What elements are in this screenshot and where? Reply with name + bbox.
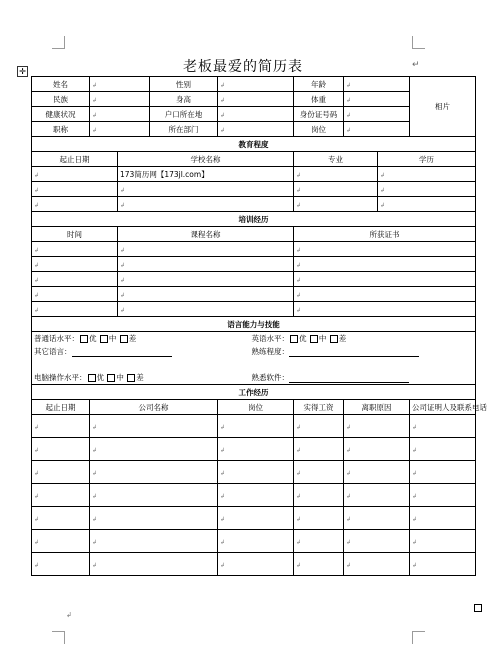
gender-field[interactable]: ↲: [218, 77, 294, 92]
label-name: 姓名: [32, 77, 90, 92]
id-number-field[interactable]: ↲: [344, 107, 410, 122]
label-age: 年龄: [294, 77, 344, 92]
checkbox-icon: [88, 374, 96, 382]
label-weight: 体重: [294, 92, 344, 107]
work-header-row: [32, 400, 476, 415]
training-row: ↲ ↲ ↲: [32, 257, 476, 272]
language-row-2: [32, 345, 476, 358]
edu-col-major: 专业: [294, 152, 378, 167]
hukou-field[interactable]: ↲: [218, 107, 294, 122]
label-id-number: 身份证号码: [294, 107, 344, 122]
training-col-certificate: 所获证书: [294, 227, 476, 242]
label-health: 健康状况: [32, 107, 90, 122]
basic-row-3: [32, 107, 476, 122]
english-level[interactable]: 英语水平： 优 中 差: [250, 332, 476, 346]
education-row: ↲ ↲ ↲ ↲: [32, 197, 476, 212]
checkbox-icon: [107, 374, 115, 382]
training-row: ↲ ↲ ↲: [32, 302, 476, 317]
name-field[interactable]: ↲: [90, 77, 150, 92]
education-heading: 教育程度: [32, 137, 476, 152]
checkbox-icon: [290, 335, 298, 343]
other-language[interactable]: 其它语言：: [32, 345, 250, 358]
checkbox-icon: [310, 335, 318, 343]
work-col-company: 公司名称: [90, 400, 218, 415]
work-row: ↲ ↲ ↲ ↲ ↲ ↲: [32, 461, 476, 484]
edu-col-school: 学校名称: [118, 152, 294, 167]
work-heading: 工作经历: [32, 385, 476, 400]
checkbox-icon: [80, 335, 88, 343]
resume-table: [31, 76, 487, 576]
education-row: ↲ ↲ ↲ ↲: [32, 182, 476, 197]
basic-row-1: [32, 77, 476, 92]
health-field[interactable]: ↲: [90, 107, 150, 122]
familiar-software[interactable]: 熟悉软件：: [250, 371, 476, 385]
checkbox-icon: [330, 335, 338, 343]
paragraph-mark: ↵: [412, 60, 420, 70]
edu-col-degree: 学历: [378, 152, 476, 167]
page-title: 老板最爱的简历表: [183, 59, 303, 75]
weight-field[interactable]: ↲: [344, 92, 410, 107]
label-department: 所在部门: [150, 122, 218, 137]
training-row: ↲ ↲ ↲: [32, 242, 476, 257]
position-field[interactable]: ↲: [90, 122, 150, 137]
education-row: ↲ 173简历网【173jl.com】 ↲ ↲: [32, 167, 476, 182]
edu-school-1[interactable]: 173简历网【173jl.com】: [118, 167, 294, 182]
work-row: ↲ ↲ ↲ ↲ ↲ ↲: [32, 507, 476, 530]
department-field[interactable]: ↲: [218, 122, 294, 137]
work-col-dates: 起止日期: [32, 400, 90, 415]
height-field[interactable]: ↲: [218, 92, 294, 107]
work-row: ↲ ↲ ↲ ↲ ↲ ↲: [32, 484, 476, 507]
work-col-salary: 实得工资: [294, 400, 344, 415]
checkbox-icon: [120, 335, 128, 343]
basic-row-2: [32, 92, 476, 107]
label-post: 岗位: [294, 122, 344, 137]
page-corner-mark-bottom-right: [412, 631, 425, 644]
checkbox-icon: [100, 335, 108, 343]
label-gender: 性别: [150, 77, 218, 92]
education-header-row: [32, 152, 476, 167]
table-move-handle-icon[interactable]: ✛: [17, 66, 28, 77]
language-proficiency[interactable]: 熟练程度：: [250, 345, 476, 358]
language-heading: 语言能力与技能: [32, 317, 476, 332]
label-height: 身高: [150, 92, 218, 107]
training-row: ↲ ↲ ↲: [32, 287, 476, 302]
training-header-row: [32, 227, 476, 242]
work-row: ↲ ↲ ↲ ↲ ↲ ↲: [32, 415, 476, 438]
work-col-reason: 离职原因: [344, 400, 410, 415]
language-row-3: [32, 371, 476, 385]
work-col-post: 岗位: [218, 400, 294, 415]
language-row-spacer: [32, 358, 476, 371]
training-heading: 培训经历: [32, 212, 476, 227]
age-field[interactable]: ↲: [344, 77, 410, 92]
training-col-time: 时间: [32, 227, 118, 242]
training-col-course: 课程名称: [118, 227, 294, 242]
ethnicity-field[interactable]: ↲: [90, 92, 150, 107]
work-col-reference: 公司证明人及联系电话: [410, 400, 476, 415]
paragraph-mark: ↲: [66, 611, 72, 619]
label-hukou: 户口所在地: [150, 107, 218, 122]
post-field[interactable]: ↲: [344, 122, 410, 137]
page-corner-mark-top-right: [412, 36, 425, 49]
page-corner-mark-top-left: [52, 36, 65, 49]
basic-row-4: [32, 122, 476, 137]
work-row: ↲ ↲ ↲ ↲ ↲ ↲: [32, 553, 476, 576]
edu-col-dates: 起止日期: [32, 152, 118, 167]
work-row: ↲ ↲ ↲ ↲ ↲ ↲: [32, 530, 476, 553]
label-ethnicity: 民族: [32, 92, 90, 107]
mandarin-level[interactable]: 普通话水平： 优 中 差: [32, 332, 250, 346]
table-resize-handle[interactable]: [474, 604, 482, 612]
work-row: ↲ ↲ ↲ ↲ ↲ ↲: [32, 438, 476, 461]
photo-cell[interactable]: 相片: [410, 77, 476, 137]
page-corner-mark-bottom-left: [52, 631, 65, 644]
label-position: 职称: [32, 122, 90, 137]
training-row: ↲ ↲ ↲: [32, 272, 476, 287]
checkbox-icon: [127, 374, 135, 382]
computer-level[interactable]: 电脑操作水平： 优 中 差: [32, 371, 250, 385]
language-row-1: [32, 332, 476, 346]
